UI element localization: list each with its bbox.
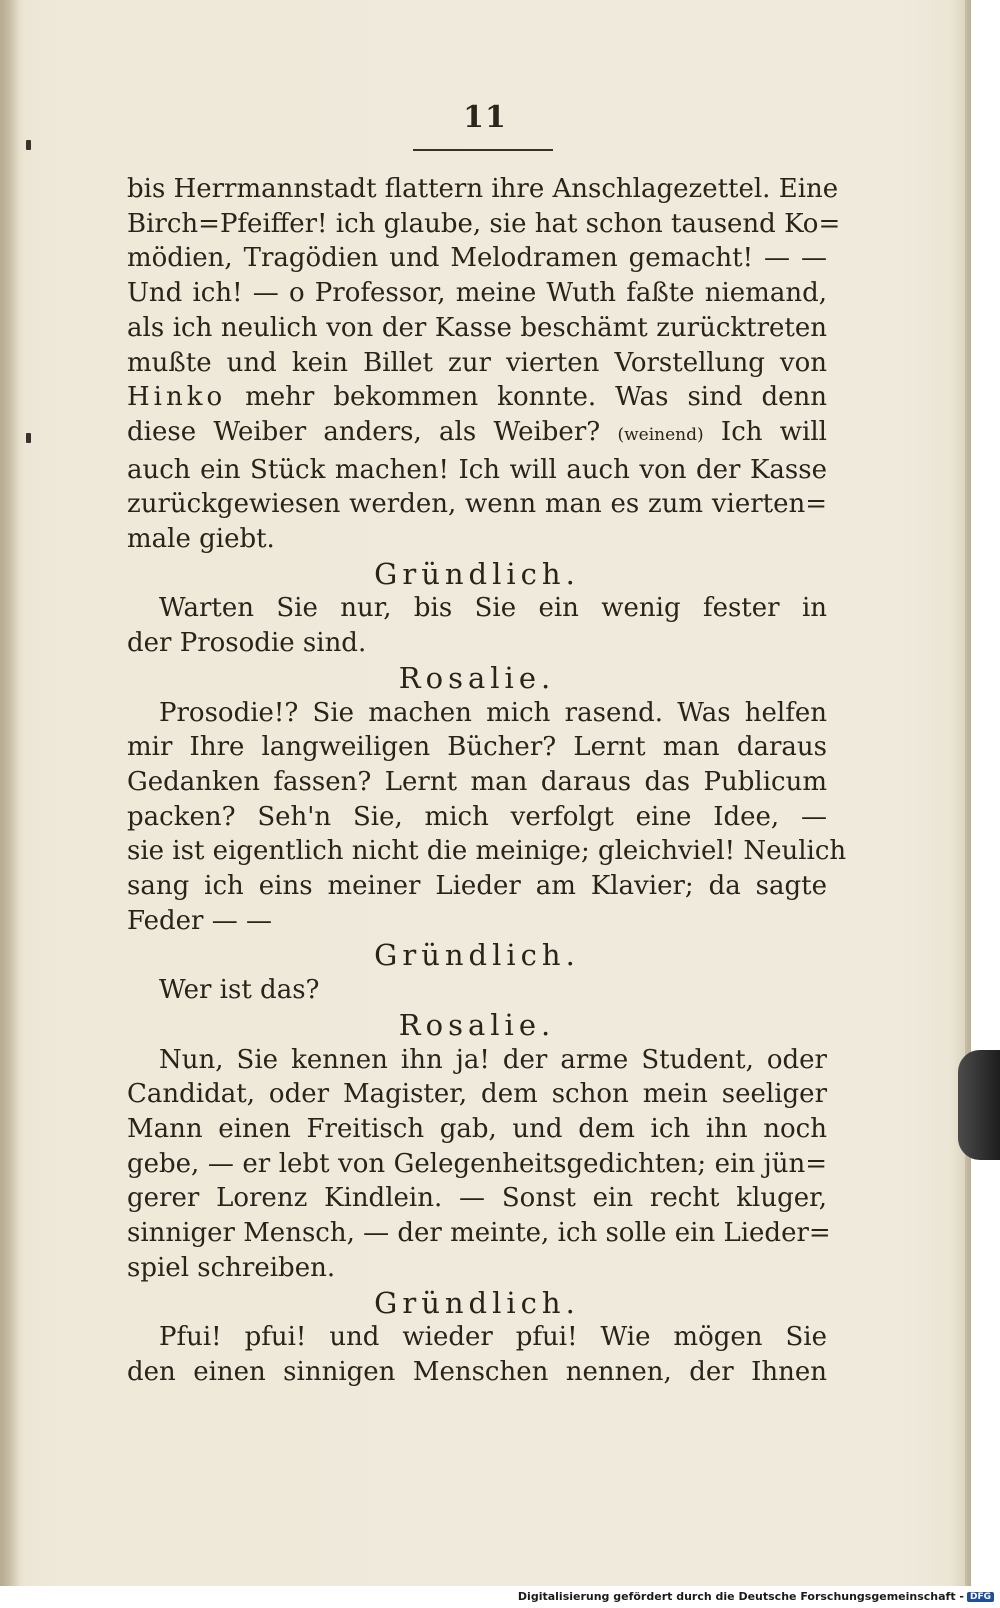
stage-direction: (weinend) — [617, 424, 704, 445]
text-line: gerer Lorenz Kindlein. — Sonst ein recht kluger, — [127, 1183, 827, 1214]
text-line: Feder — — — [127, 905, 272, 936]
text-line: auch ein Stück machen! Ich will auch von der Kasse — [127, 454, 827, 485]
text-line: spiel schreiben. — [127, 1252, 336, 1283]
speaker-name: Rosalie. — [398, 660, 556, 695]
text-fragment: Ich will — [703, 416, 828, 447]
page-text — [127, 172, 847, 1390]
text-line: gebe, — er lebt von Gelegenheitsgedichten; ein jün= — [127, 1148, 827, 1179]
text-line: Mann einen Freitisch gab, und dem ich ihn noch — [127, 1113, 827, 1144]
credit-text: Digitalisierung gefördert durch die Deutsche Forschungsgemeinschaft - — [517, 1590, 964, 1603]
speaker-name: Gründlich. — [374, 1285, 580, 1320]
text-line: packen? Seh'n Sie, mich verfolgt eine Idee, — — [127, 801, 827, 832]
text-line: Gedanken fassen? Lernt man daraus das Publicum — [127, 766, 827, 797]
text-line: zurückgewiesen werden, wenn man es zum vierten= — [127, 489, 827, 520]
text-line: den einen sinnigen Menschen nennen, der Ihnen — [127, 1356, 827, 1387]
text-line: Pfui! pfui! und wieder pfui! Wie mögen Sie — [159, 1322, 827, 1353]
text-line: Nun, Sie kennen ihn ja! der arme Student, oder — [159, 1044, 827, 1075]
text-line: Candidat, oder Magister, dem schon mein seeliger — [127, 1079, 827, 1110]
text-line — [127, 380, 827, 415]
text-line: Warten Sie nur, bis Sie ein wenig fester in — [159, 593, 827, 624]
page-edge — [965, 0, 971, 1586]
text-line: Birch=Pfeiffer! ich glaube, sie hat schon tausend Ko= — [127, 208, 841, 239]
text-line — [127, 415, 827, 453]
text-line: der Prosodie sind. — [127, 628, 367, 659]
binding-mark — [26, 433, 31, 443]
text-fragment: mehr bekommen konnte. Was sind denn — [226, 382, 827, 413]
text-line: als ich neulich von der Kasse beschämt zurücktreten — [127, 312, 827, 343]
text-fragment: diese Weiber anders, als Weiber? — [127, 416, 618, 447]
text-line: mir Ihre langweiligen Bücher? Lernt man daraus — [127, 732, 827, 763]
text-line: Prosodie!? Sie machen mich rasend. Was helfen — [159, 697, 827, 728]
text-line: sie ist eigentlich nicht die meinige; gleichviel! Neulich — [127, 836, 847, 867]
page-number-rule — [413, 149, 553, 151]
page-tab-handle — [958, 1050, 1000, 1160]
text-line: sang ich eins meiner Lieder am Klavier; da sagte — [127, 871, 827, 902]
text-line: bis Herrmannstadt flattern ihre Anschlagezettel. Eine — [127, 174, 839, 204]
binding-shadow — [0, 0, 20, 1586]
text-line: mödien, Tragödien und Melodramen gemacht! — — — [127, 243, 827, 274]
speaker-name: Gründlich. — [374, 556, 580, 591]
digitization-credit — [518, 1590, 994, 1603]
speaker-name: Rosalie. — [398, 1007, 556, 1042]
spaced-name: Hinko — [127, 382, 227, 413]
dfg-logo: DFG — [967, 1592, 994, 1602]
speaker-name: Gründlich. — [374, 938, 580, 973]
text-line: Und ich! — o Professor, meine Wuth faßte niemand, — [127, 278, 827, 309]
page-number: 11 — [463, 100, 507, 135]
text-line: Wer ist das? — [159, 975, 320, 1006]
text-line: sinniger Mensch, — der meinte, ich solle ein Lieder= — [127, 1218, 831, 1249]
binding-mark — [26, 140, 31, 150]
text-line: male giebt. — [127, 524, 275, 555]
text-line: mußte und kein Billet zur vierten Vorstellung von — [127, 347, 827, 378]
